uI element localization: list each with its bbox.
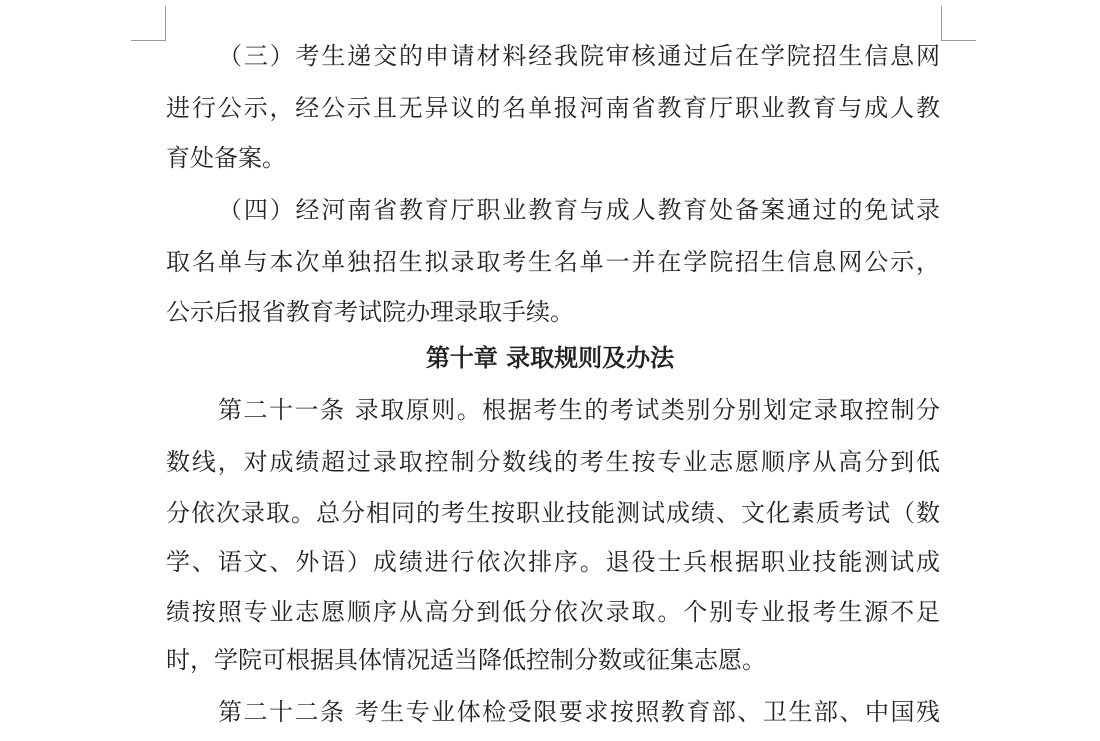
page-corner-mark-right <box>941 6 976 41</box>
paragraph-line: （三）考生递交的申请材料经我院审核通过后在学院招生信息网 <box>218 42 940 70</box>
chapter-heading: 第十章 录取规则及办法 <box>425 344 675 372</box>
article-line: 第二十二条 考生专业体检受限要求按照教育部、卫生部、中国残 <box>218 698 940 726</box>
paragraph-line: 公示后报省教育考试院办理录取手续。 <box>166 298 574 326</box>
article-line: 数线，对成绩超过录取控制分数线的考生按专业志愿顺序从高分到低 <box>166 448 940 476</box>
article-line: 绩按照专业志愿顺序从高分到低分依次录取。个别专业报考生源不足 <box>166 598 940 626</box>
paragraph-line: 育处备案。 <box>166 144 286 172</box>
article-line: 第二十一条 录取原则。根据考生的考试类别分别划定录取控制分 <box>218 396 940 424</box>
page-corner-mark-left <box>131 6 166 41</box>
article-line: 分依次录取。总分相同的考生按职业技能测试成绩、文化素质考试（数 <box>166 499 940 527</box>
article-line: 时，学院可根据具体情况适当降低控制分数或征集志愿。 <box>166 646 766 674</box>
paragraph-line: 进行公示，经公示且无异议的名单报河南省教育厅职业教育与成人教 <box>166 94 940 122</box>
paragraph-line: （四）经河南省教育厅职业教育与成人教育处备案通过的免试录 <box>218 196 940 224</box>
paragraph-line: 取名单与本次单独招生拟录取考生名单一并在学院招生信息网公示， <box>166 248 940 276</box>
article-line: 学、语文、外语）成绩进行依次排序。退役士兵根据职业技能测试成 <box>166 548 940 576</box>
